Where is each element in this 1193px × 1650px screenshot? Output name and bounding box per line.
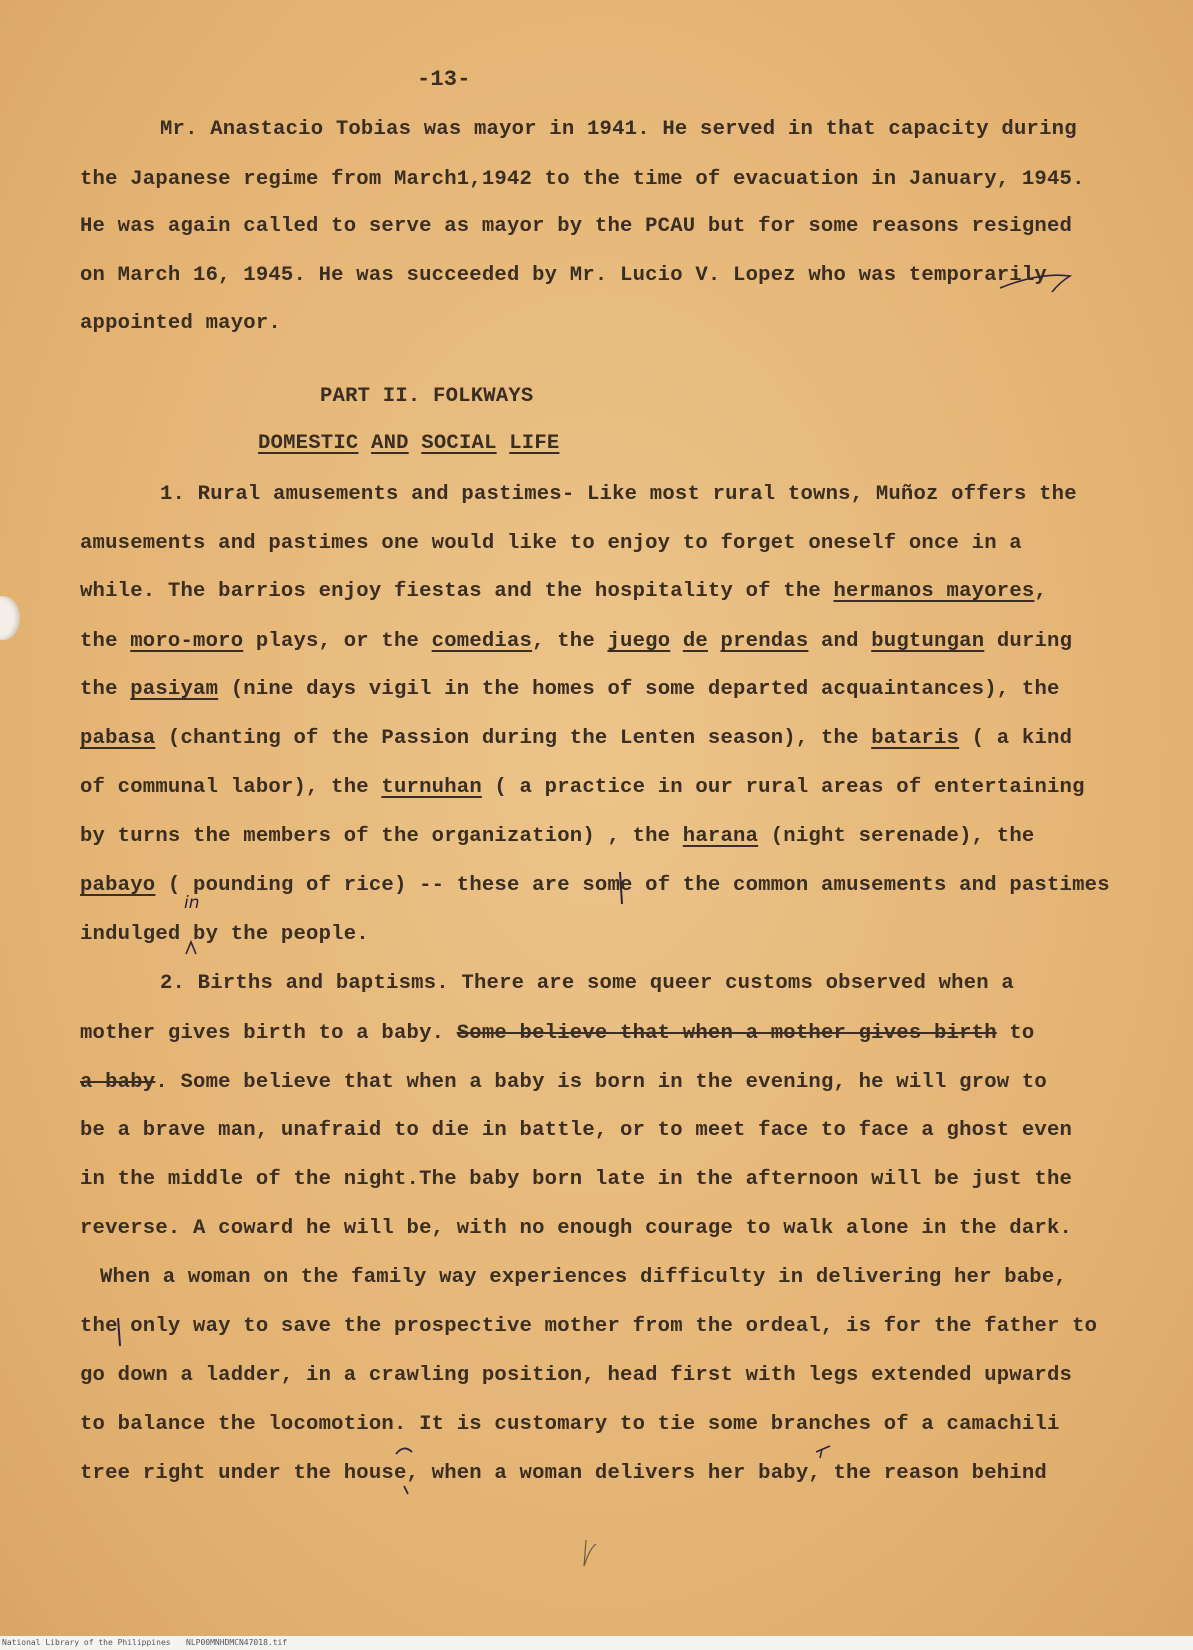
part-heading: PART II. FOLKWAYS: [320, 385, 534, 408]
heading-word-life: LIFE: [509, 432, 560, 455]
text-run: and: [808, 630, 872, 653]
section-2-line-3: [80, 1071, 1047, 1095]
text-run: (night serenade), the: [758, 825, 1035, 848]
text-run: ( a practice in our rural areas of entertaining: [481, 776, 1085, 799]
text-run: ( a kind: [959, 727, 1073, 750]
paragraph-1-line-3: He was again called to serve as mayor by the PCAU but for some reasons resigned: [80, 215, 1073, 238]
section-2-line-10: to balance the locomotion. It is customary to tie some branches of a camachili: [80, 1413, 1060, 1436]
punch-hole: [0, 596, 20, 640]
text-run: while. The barrios enjoy fiestas and the hospitality of the: [80, 580, 834, 603]
scan-footer: [0, 1636, 1193, 1650]
struck-text: a baby: [80, 1071, 156, 1094]
page-number: -13-: [417, 67, 471, 92]
paragraph-1-line-1: Mr. Anastacio Tobias was mayor in 1941. He served in that capacity during: [160, 118, 1077, 141]
text-run: of communal labor), the: [80, 776, 382, 799]
footer-library-name: National Library of the Philippines: [2, 1638, 171, 1647]
term-pasiyam: pasiyam: [130, 678, 219, 701]
text-run: the: [80, 630, 131, 653]
section-1-line-9: [80, 874, 1110, 898]
section-2-line-1: 2. Births and baptisms. There are some queer customs observed when a: [160, 972, 1014, 995]
section-1-line-5: [80, 678, 1060, 702]
section-1-line-8: [80, 825, 1034, 849]
text-run: to: [996, 1022, 1035, 1045]
section-1-line-1: 1. Rural amusements and pastimes- Like most rural towns, Muñoz offers the: [160, 483, 1077, 506]
section-2-line-9: go down a ladder, in a crawling position, head first with legs extended upwards: [80, 1364, 1073, 1387]
section-2-line-5: in the middle of the night.The baby born late in the afternoon will be just the: [80, 1168, 1073, 1191]
section-1-line-6: [80, 727, 1072, 751]
text-run: the: [80, 678, 131, 701]
text-run: [670, 630, 683, 653]
section-1-line-7: [80, 776, 1085, 800]
section-1-line-4: [80, 630, 1072, 654]
term-pabasa: pabasa: [80, 727, 156, 750]
paragraph-1-line-2: the Japanese regime from March1,1942 to the time of evacuation in January, 1945.: [80, 168, 1085, 191]
text-run: plays, or the: [243, 630, 432, 653]
section-2-line-6: reverse. A coward he will be, with no enough courage to walk alone in the dark.: [80, 1217, 1073, 1240]
text-run: mother gives birth to a baby.: [80, 1022, 457, 1045]
term-bugtungan: bugtungan: [871, 630, 985, 653]
section-2-line-7: When a woman on the family way experiences difficulty in delivering her babe,: [100, 1266, 1067, 1289]
section-1-line-3: [80, 580, 1047, 604]
text-run: by turns the members of the organization) , the: [80, 825, 683, 848]
term-moro-moro: moro-moro: [130, 630, 244, 653]
handwritten-insert-in: in: [184, 893, 200, 913]
ink-correction-mark: [816, 1446, 830, 1458]
heading-word-and: AND: [371, 432, 409, 455]
term-turnuhan: turnuhan: [381, 776, 482, 799]
section-2-line-2: [80, 1022, 1034, 1046]
ink-faint-mark: [584, 1540, 596, 1566]
section-2-line-4: be a brave man, unafraid to die in battle, or to meet face to face a ghost even: [80, 1119, 1073, 1142]
text-run: (chanting of the Passion during the Lenten season), the: [155, 727, 872, 750]
paragraph-1-line-4: on March 16, 1945. He was succeeded by Mr. Lucio V. Lopez who was temporarily: [80, 264, 1047, 287]
term-hermanos-mayores: hermanos mayores: [833, 580, 1035, 603]
term-bataris: bataris: [871, 727, 960, 750]
term-de: de: [682, 630, 708, 653]
section-1-line-10: indulged by the people.: [80, 923, 369, 946]
heading-word-social: SOCIAL: [421, 432, 497, 455]
text-run: [708, 630, 721, 653]
section-heading: [258, 432, 559, 456]
paragraph-1-line-5: appointed mayor.: [80, 312, 281, 335]
term-juego: juego: [607, 630, 671, 653]
term-pabayo: pabayo: [80, 874, 156, 897]
text-run: ( pounding of rice) -- these are some of the common amusements and pastimes: [155, 874, 1110, 897]
term-prendas: prendas: [720, 630, 809, 653]
text-run: . Some believe that when a baby is born in the evening, he will grow to: [155, 1071, 1047, 1094]
section-2-line-11: tree right under the house, when a woman delivers her baby, the reason behind: [80, 1462, 1047, 1485]
text-run: during: [984, 630, 1073, 653]
term-harana: harana: [682, 825, 759, 848]
footer-file-id: NLP00MNHDMCN47018.tif: [186, 1638, 288, 1647]
struck-text: Some believe that when a mother gives birth: [456, 1022, 997, 1045]
section-1-line-2: amusements and pastimes one would like to enjoy to forget oneself once in a: [80, 532, 1022, 555]
term-comedias: comedias: [431, 630, 533, 653]
heading-word-domestic: DOMESTIC: [258, 432, 359, 455]
text-run: , the: [532, 630, 608, 653]
text-run: ,: [1034, 580, 1047, 603]
section-2-line-8: the only way to save the prospective mother from the ordeal, is for the father to: [80, 1315, 1098, 1338]
text-run: (nine days vigil in the homes of some departed acquaintances), the: [218, 678, 1060, 701]
